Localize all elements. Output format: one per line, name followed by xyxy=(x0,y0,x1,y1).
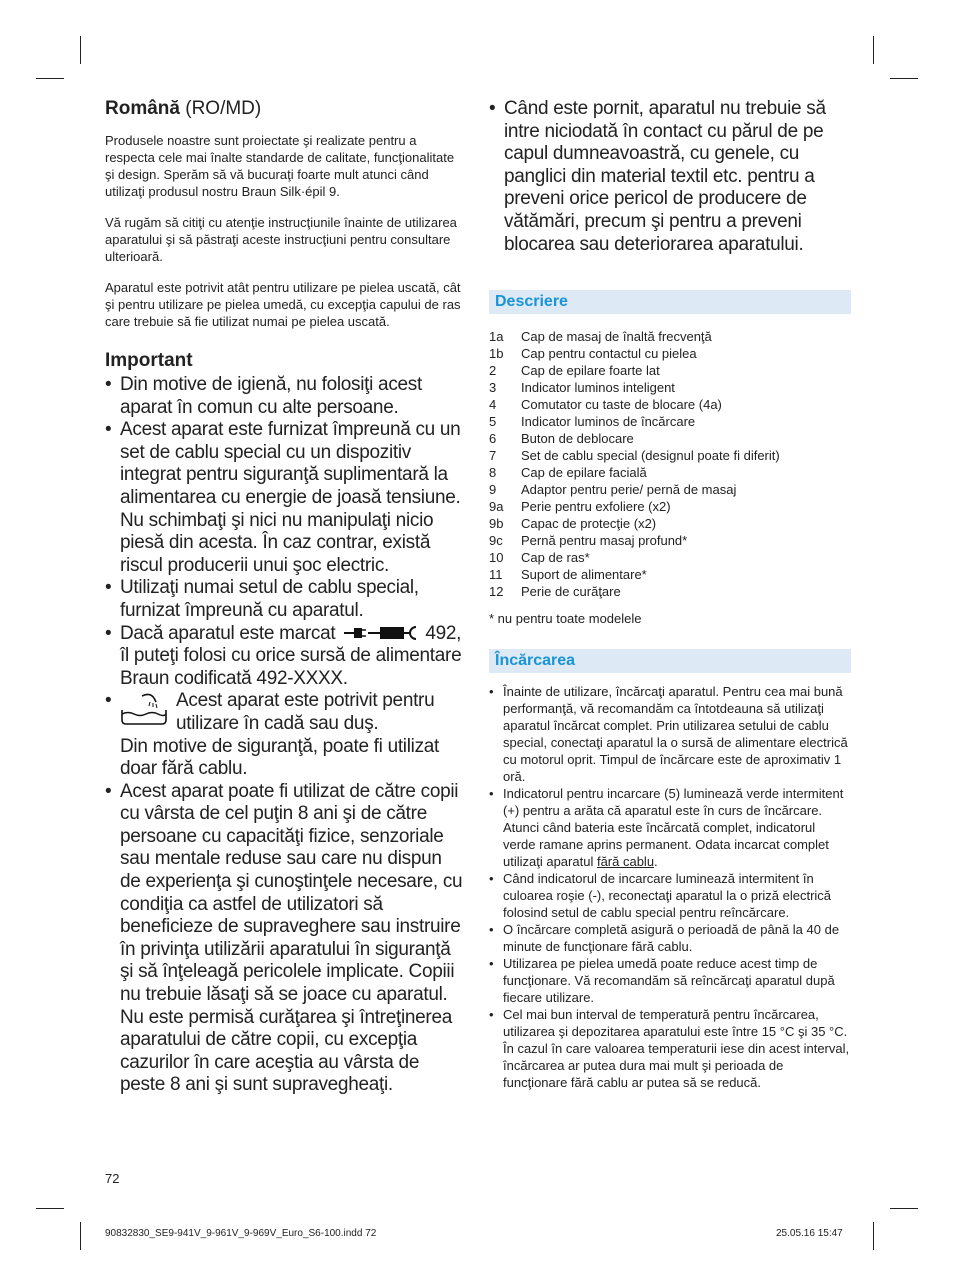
item-label: Perie pentru exfoliere (x2) xyxy=(521,499,671,515)
power-supply-symbol-icon xyxy=(340,624,420,642)
crop-mark xyxy=(80,1222,81,1250)
description-row xyxy=(489,515,780,532)
important-heading: Important xyxy=(105,350,193,371)
item-label: Indicator luminos de încărcare xyxy=(521,414,696,430)
description-row xyxy=(489,345,780,362)
description-table xyxy=(489,328,780,600)
description-row xyxy=(489,549,780,566)
important-bullet-5: • Acest aparat este potrivit pentru utilizare în cadă sau duş. Din motive de siguranţă, poate fi utilizat doar fără cablu. xyxy=(105,690,440,780)
intro-paragraph-3: Aparatul este potrivit atât pentru utilizare pe pielea uscată, cât şi pentru utilizare pe pielea umedă, cu excepţia capului de ras care trebuie să fie utilizat numai pe pielea uscată. xyxy=(105,280,461,329)
item-number: 7 xyxy=(489,448,497,464)
description-row xyxy=(489,447,780,464)
important-bullet-3: • Utilizaţi numai setul de cablu special, furnizat împreună cu aparatul. xyxy=(105,577,419,621)
item-label: Suport de alimentare* xyxy=(521,567,647,583)
item-number: 1a xyxy=(489,329,504,345)
footer-file-info: 90832830_SE9-941V_9-961V_9-969V_Euro_S6-100.indd 72 xyxy=(105,1228,377,1239)
bath-shower-icon xyxy=(120,692,168,726)
important-bullet-2: • Acest aparat este furnizat împreună cu un set de cablu special cu un dispozitiv integrat pentru siguranţă suplimentară la alimentarea cu energie de joasă tensiune. Nu schimbaţi şi nici nu manipulaţi nicio piesă din acesta. În caz contrar, există riscul producerii unui şoc electric. xyxy=(105,419,461,576)
item-label: Pernă pentru masaj profund* xyxy=(521,533,688,549)
description-row xyxy=(489,532,780,549)
item-label: Buton de deblocare xyxy=(521,431,634,447)
item-number: 9 xyxy=(489,482,497,498)
description-row xyxy=(489,396,780,413)
footnote: * nu pentru toate modelele xyxy=(489,611,642,627)
right-column xyxy=(489,98,851,1091)
crop-mark xyxy=(890,1208,918,1209)
item-number: 5 xyxy=(489,414,497,430)
item-number: 1b xyxy=(489,346,504,362)
description-row xyxy=(489,430,780,447)
item-label: Set de cablu special (designul poate fi diferit) xyxy=(521,448,780,464)
page-title: Română (RO/MD) xyxy=(105,98,262,119)
crop-mark xyxy=(890,78,918,79)
item-number: 3 xyxy=(489,380,497,396)
item-number: 9a xyxy=(489,499,504,515)
crop-mark xyxy=(36,78,64,79)
item-number: 11 xyxy=(489,567,503,583)
description-row xyxy=(489,481,780,498)
item-number: 12 xyxy=(489,584,504,600)
item-number: 9c xyxy=(489,533,503,549)
description-row xyxy=(489,566,780,583)
item-label: Cap de epilare foarte lat xyxy=(521,363,660,379)
descriere-heading: Descriere xyxy=(489,290,851,314)
item-label: Indicator luminos inteligent xyxy=(521,380,675,396)
item-label: Comutator cu taste de blocare (4a) xyxy=(521,397,722,413)
charging-bullet-4: • O încărcare completă asigură o perioadă de până la 40 de minute de funcţionare fără cablu. xyxy=(489,922,840,955)
description-row xyxy=(489,379,780,396)
page-number: 72 xyxy=(105,1171,120,1186)
description-row xyxy=(489,413,780,430)
crop-mark xyxy=(80,36,81,64)
item-label: Adaptor pentru perie/ pernă de masaj xyxy=(521,482,737,498)
cordless-link: fără cablu xyxy=(596,854,655,870)
intro-paragraph-1: Produsele noastre sunt proiectate şi realizate pentru a respecta cele mai înalte standarde de calitate, funcţionalitate şi design. Sperăm să vă bucuraţi foarte mult atunci când utilizaţi produsul nostru Braun Silk·épil 9. xyxy=(105,133,455,199)
important-bullet-1: • Din motive de igienă, nu folosiţi acest aparat în comun cu alte persoane. xyxy=(105,374,422,418)
charging-bullet-5: • Utilizarea pe pielea umedă poate reduce acest timp de funcţionare. Vă recomandăm să reîncărcaţi aparatul după fiecare utilizare. xyxy=(489,956,835,1006)
description-row xyxy=(489,583,780,600)
item-label: Cap de ras* xyxy=(521,550,590,566)
item-label: Perie de curăţare xyxy=(521,584,621,600)
crop-mark xyxy=(36,1208,64,1209)
important-list xyxy=(105,374,467,1097)
important-bullet-7: • Când este pornit, aparatul nu trebuie să intre niciodată în contact cu părul de pe capul dumneavoastră, cu genele, cu panglici din material textil etc. pentru a preveni orice pericol de producere de vătămări, precum şi pentru a preveni blocarea sau deteriorarea aparatului. xyxy=(489,98,826,255)
description-row xyxy=(489,498,780,515)
charging-bullet-1: • Înainte de utilizare, încărcaţi aparatul. Pentru cea mai bună performanţă, vă recomandăm ca întotdeauna să utilizaţi aparatul încărcat complet. Prin utilizarea setului de cablu special, conectaţi aparatul la o sursă de alimentare electrică cu motorul oprit. Timpul de încărcare este de aproximativ 1 oră. xyxy=(489,684,848,785)
item-number: 6 xyxy=(489,431,497,447)
item-number: 10 xyxy=(489,550,504,566)
item-label: Cap de masaj de înaltă frecvenţă xyxy=(521,329,712,345)
item-label: Cap pentru contactul cu pielea xyxy=(521,346,697,362)
item-label: Cap de epilare facială xyxy=(521,465,647,481)
description-row xyxy=(489,464,780,481)
crop-mark xyxy=(873,1222,874,1250)
important-bullet-4: • Dacă aparatul este marcat 492, îl puteţi folosi cu orice sursă de alimentare Braun codificată 492-XXXX. xyxy=(105,622,462,689)
item-number: 2 xyxy=(489,363,497,379)
charging-bullet-6: • Cel mai bun interval de temperatură pentru încărcarea, utilizarea şi depozitarea aparatului este între 15 °C şi 35 °C. În cazul în care valoarea temperaturii iese din acest interval, încărcarea ar putea dura mai mult şi perioada de funcţionare fără cablu ar putea să se reducă. xyxy=(489,1007,850,1091)
incarcarea-heading: Încărcarea xyxy=(489,649,851,673)
intro-paragraph-2: Vă rugăm să citiţi cu atenţie instrucţiunile înainte de utilizarea aparatului şi să păstraţi aceste instrucţiuni pentru consultare ulterioară. xyxy=(105,215,457,264)
item-number: 4 xyxy=(489,397,497,413)
item-label: Capac de protecţie (x2) xyxy=(521,516,657,532)
left-column xyxy=(105,98,467,1097)
charging-bullet-2: • Indicatorul pentru incarcare (5) luminează verde intermitent (+) pentru a arăta că aparatul este în curs de încărcare. Atunci când bateria este încărcată complet, indicatorul verde ramane aprins permanent. Odata incarcat complet utilizaţi aparatul fără cablu. xyxy=(489,786,844,870)
item-number: 8 xyxy=(489,465,497,481)
crop-mark xyxy=(873,36,874,64)
important-list-continued xyxy=(489,98,851,256)
important-bullet-6: • Acest aparat poate fi utilizat de către copii cu vârsta de cel puţin 8 ani şi de către persoane cu capacităţi fizice, senzoriale sau mentale reduse sau care nu dispun de experienţa şi cunoştinţele necesare, cu condiţia ca astfel de utilizatori să beneficieze de supraveghere sau instruire în privinţa utilizării aparatului în siguranţă şi să înţeleagă pericolele implicate. Copiii nu trebuie lăsaţi să se joace cu aparatul. Nu este permisă curăţarea şi întreţinerea aparatului de către copii, cu excepţia cazurilor în care aceştia au vârsta de peste 8 ani şi sunt supravegheaţi. xyxy=(105,780,463,1096)
charging-bullet-3: • Când indicatorul de incarcare luminează intermitent în culoarea roşie (-), reconectaţi aparatul la o priză electrică folosind setul de cablu special pentru reîncărcare. xyxy=(489,871,832,921)
description-row xyxy=(489,362,780,379)
footer-timestamp: 25.05.16 15:47 xyxy=(776,1228,843,1239)
charging-list xyxy=(489,683,851,1091)
item-number: 9b xyxy=(489,516,504,532)
description-row xyxy=(489,328,780,345)
